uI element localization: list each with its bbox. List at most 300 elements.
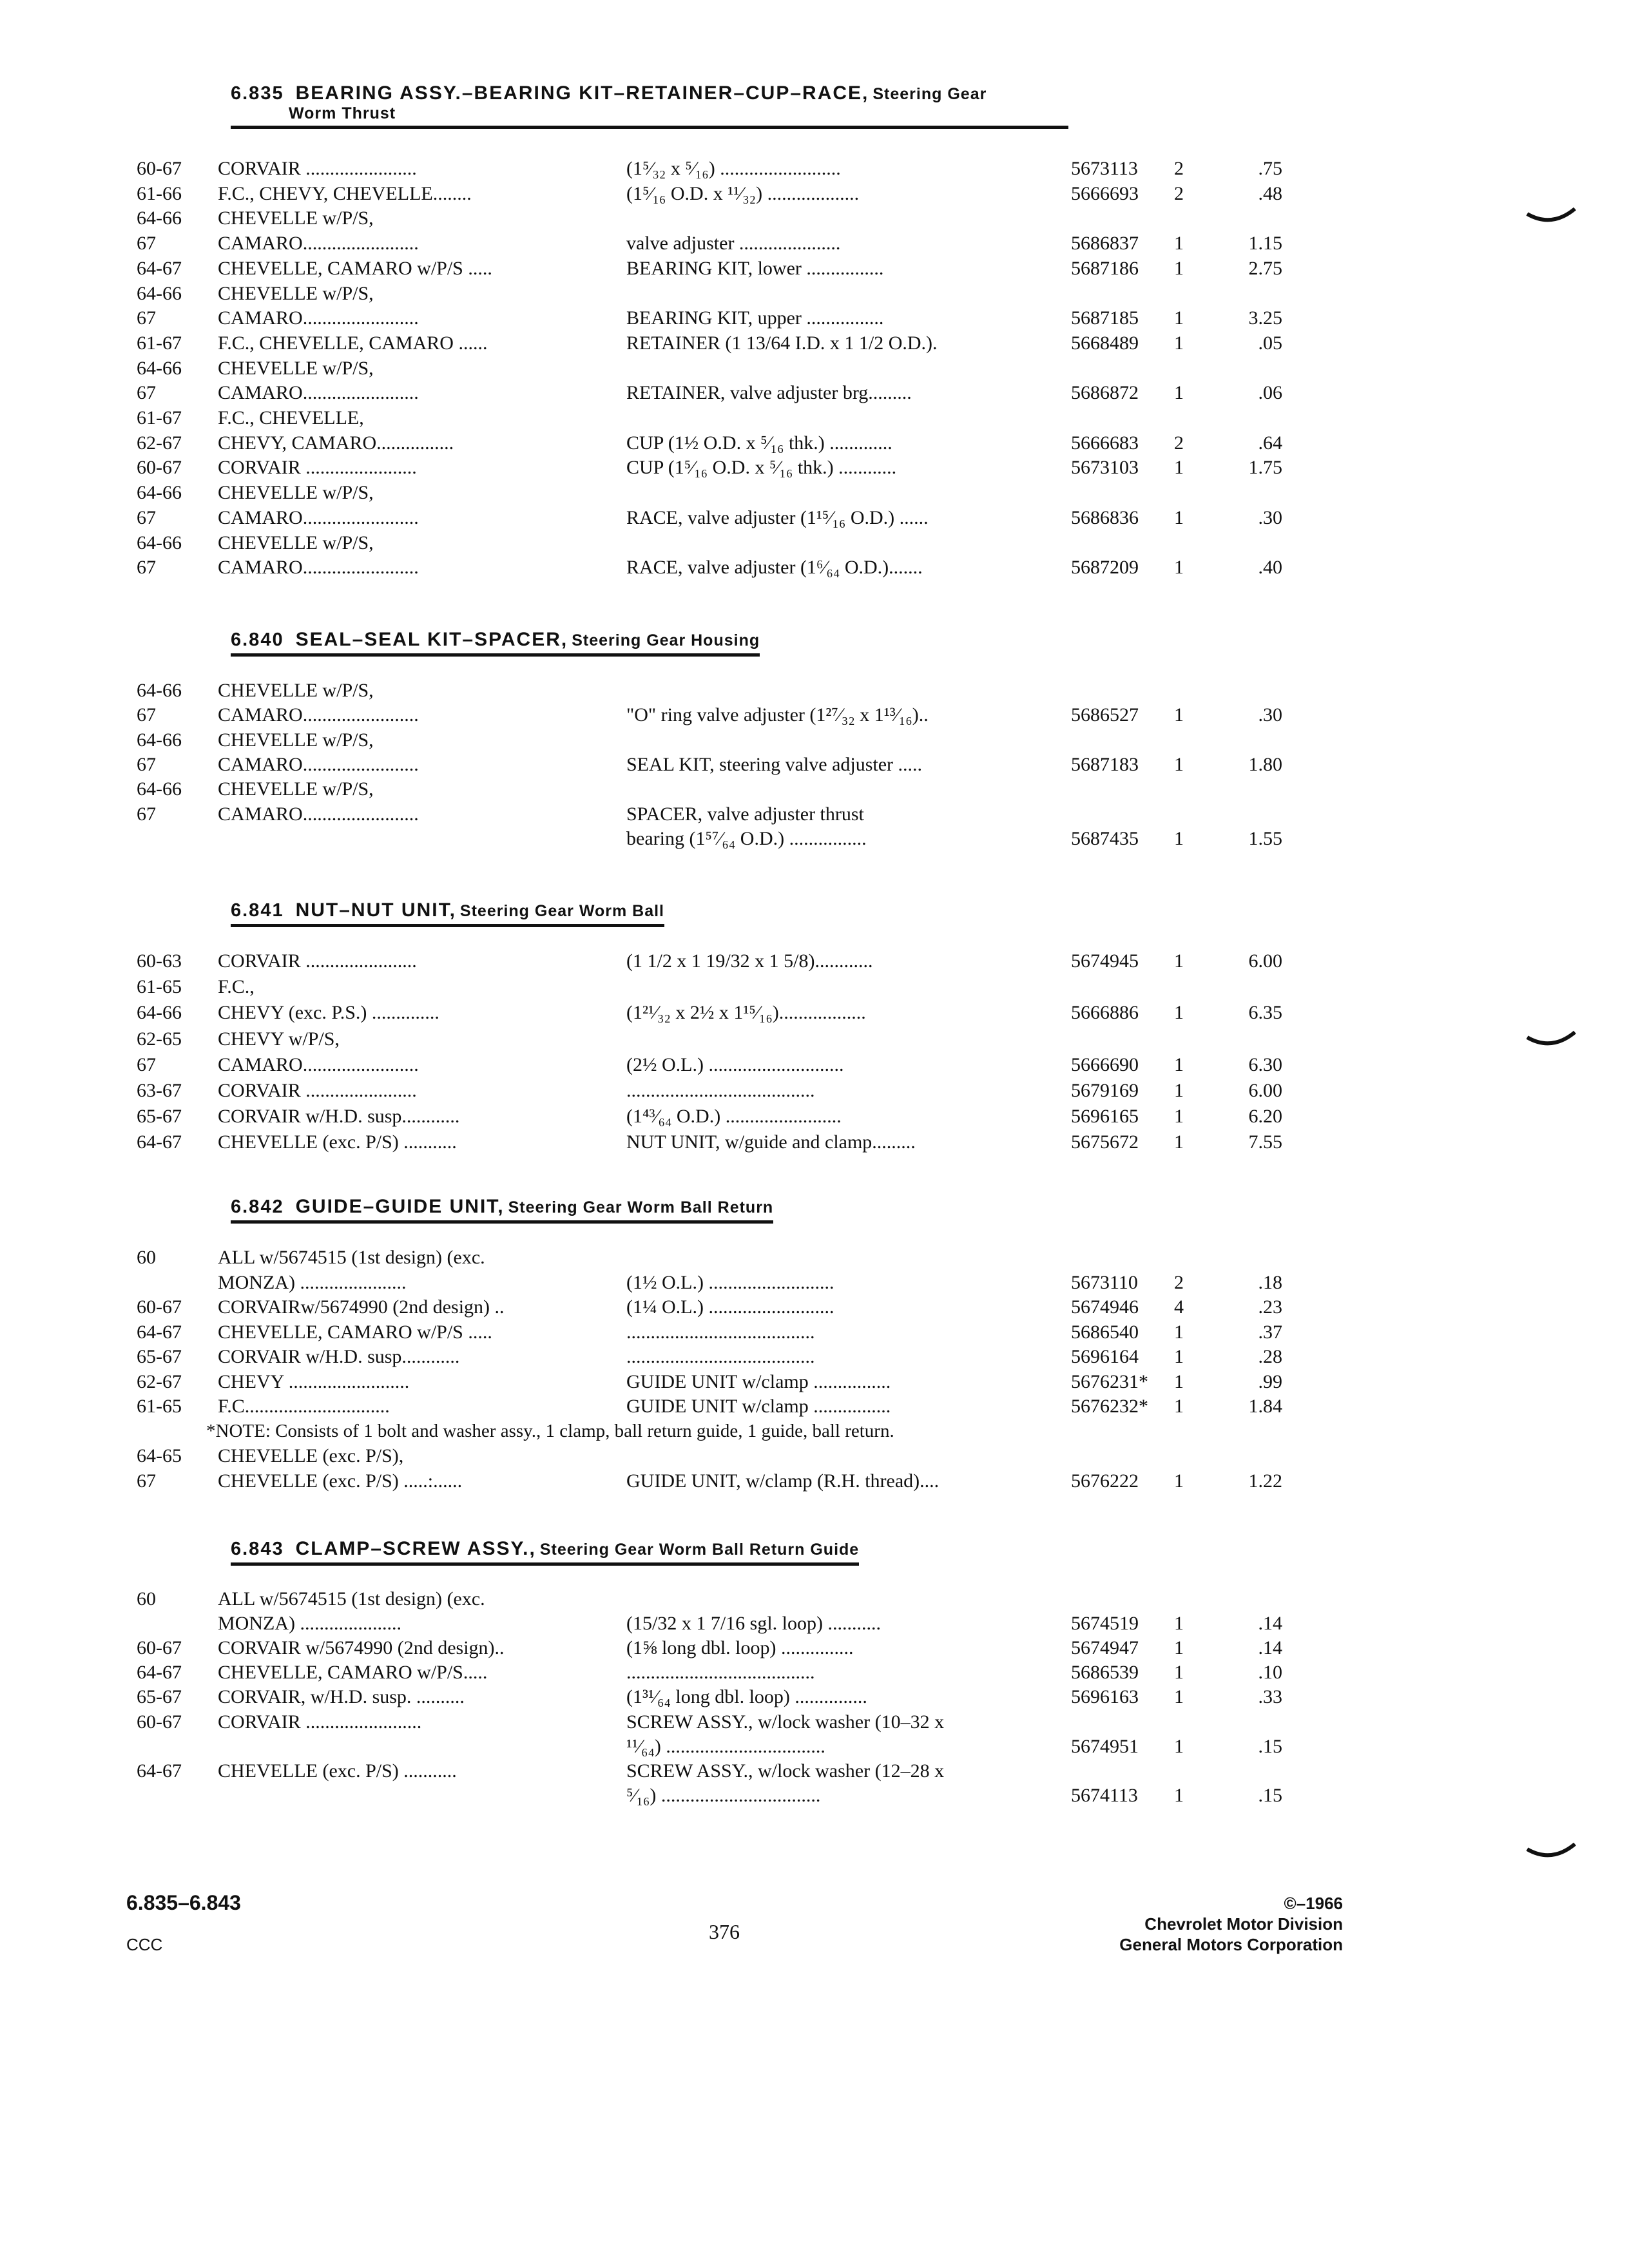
model-cell: CORVAIR .......................	[218, 158, 417, 179]
description-cell: GUIDE UNIT w/clamp ................	[626, 1396, 891, 1417]
description-cell: (15/32 x 1 7/16 sgl. loop) ...........	[626, 1613, 881, 1635]
years-cell: 62-67	[137, 432, 182, 454]
list-item	[0, 482, 1629, 506]
part-number-cell: 5676232*	[1071, 1396, 1148, 1417]
quantity-cell: 1	[1174, 1106, 1184, 1128]
section-heading	[231, 629, 760, 657]
years-cell: 64-66	[137, 282, 182, 304]
description-cell: .......................................	[626, 1321, 815, 1343]
years-cell: 64-66	[137, 482, 182, 504]
section-heading	[231, 82, 1068, 129]
years-cell: 64-66	[137, 778, 182, 800]
section-heading	[231, 899, 664, 927]
model-cell: MONZA) ......................	[218, 1271, 407, 1293]
footer-copyright: ©–1966	[1284, 1894, 1343, 1913]
list-item	[0, 557, 1629, 581]
description-cell: RACE, valve adjuster (1¹⁵⁄₁₆ O.D.) ......	[626, 506, 929, 528]
years-cell: 64-66	[137, 1002, 182, 1024]
section-title: BEARING ASSY.–BEARING KIT–RETAINER–CUP–RACE,	[295, 82, 869, 104]
part-number-cell: 5676231*	[1071, 1370, 1148, 1392]
price-cell: 6.00	[1248, 950, 1282, 972]
part-number-cell: 5696165	[1071, 1106, 1139, 1128]
list-item	[0, 307, 1629, 332]
years-cell: 64-66	[137, 680, 182, 701]
description-cell: (1²¹⁄₃₂ x 2½ x 1¹⁵⁄₁₆)..................	[626, 1002, 866, 1024]
list-item	[0, 1131, 1629, 1156]
model-cell: CAMARO........................	[218, 382, 419, 404]
model-cell: CORVAIR w/5674990 (2nd design)..	[218, 1637, 505, 1659]
margin-mark-icon	[1526, 1841, 1577, 1861]
quantity-cell: 1	[1174, 1784, 1184, 1806]
description-cell: (1¼ O.L.) ..........................	[626, 1296, 834, 1318]
price-cell: .64	[1258, 432, 1282, 454]
model-cell: CORVAIRw/5674990 (2nd design) ..	[218, 1296, 505, 1318]
section-number: 6.841	[231, 900, 284, 921]
years-cell: 64-67	[137, 1321, 182, 1343]
part-number-cell: 5673113	[1071, 158, 1138, 179]
list-item	[0, 158, 1629, 182]
price-cell: .15	[1258, 1784, 1282, 1806]
section-subtitle: Steering Gear Worm Ball	[459, 902, 664, 920]
model-cell: CORVAIR w/H.D. susp............	[218, 1346, 460, 1367]
list-item	[0, 382, 1629, 407]
description-cell: (1⅝ long dbl. loop) ...............	[626, 1637, 854, 1659]
quantity-cell: 1	[1174, 1002, 1184, 1024]
description-cell: GUIDE UNIT w/clamp ................	[626, 1370, 891, 1392]
model-cell: CAMARO........................	[218, 1053, 419, 1075]
section-subtitle: Steering Gear Housing	[572, 631, 760, 649]
model-cell: CHEVELLE (exc. P/S) ...........	[218, 1760, 457, 1782]
section-number: 6.842	[231, 1196, 284, 1217]
years-cell: 64-66	[137, 532, 182, 553]
quantity-cell: 1	[1174, 1346, 1184, 1367]
part-number-cell: 5687185	[1071, 307, 1139, 329]
years-cell: 67	[137, 753, 156, 775]
model-cell: CHEVELLE w/P/S,	[218, 729, 374, 751]
part-number-cell: 5686539	[1071, 1662, 1139, 1684]
quantity-cell: 1	[1174, 557, 1184, 579]
part-number-cell: 5686527	[1071, 704, 1139, 726]
footer-division: Chevrolet Motor Division	[1144, 1914, 1343, 1934]
part-number-cell: 5666690	[1071, 1053, 1139, 1075]
section-title: CLAMP–SCREW ASSY.,	[295, 1538, 536, 1559]
quantity-cell: 4	[1174, 1296, 1184, 1318]
model-cell: CAMARO........................	[218, 803, 419, 825]
model-cell: ALL w/5674515 (1st design) (exc.	[218, 1247, 485, 1268]
list-item	[0, 332, 1629, 357]
part-number-cell: 5686540	[1071, 1321, 1139, 1343]
quantity-cell: 2	[1174, 182, 1184, 204]
quantity-cell: 1	[1174, 1053, 1184, 1075]
section-subtitle: Steering Gear Worm Ball Return Guide	[539, 1541, 860, 1559]
model-cell: CAMARO........................	[218, 557, 419, 579]
margin-mark-icon	[1526, 1030, 1577, 1049]
quantity-cell: 1	[1174, 1613, 1184, 1635]
model-cell: CHEVELLE w/P/S,	[218, 282, 374, 304]
part-number-cell: 5674951	[1071, 1735, 1139, 1757]
price-cell: 1.84	[1248, 1396, 1282, 1417]
years-cell: 64-65	[137, 1445, 182, 1466]
section-title: SEAL–SEAL KIT–SPACER,	[295, 629, 568, 650]
list-item	[0, 950, 1629, 975]
section-title: NUT–NUT UNIT,	[295, 899, 456, 921]
part-number-cell: 5673103	[1071, 457, 1139, 479]
list-item	[0, 1296, 1629, 1321]
description-cell: valve adjuster .....................	[626, 233, 841, 255]
quantity-cell: 1	[1174, 1396, 1184, 1417]
quantity-cell: 1	[1174, 1131, 1184, 1153]
years-cell: 64-66	[137, 207, 182, 229]
list-item	[0, 976, 1629, 1001]
model-cell: CHEVELLE, CAMARO w/P/S .....	[218, 257, 492, 279]
model-cell: MONZA) .....................	[218, 1613, 401, 1635]
part-number-cell: 5666693	[1071, 182, 1139, 204]
model-cell: CAMARO........................	[218, 233, 419, 255]
years-cell: 63-67	[137, 1080, 182, 1101]
price-cell: .05	[1258, 332, 1282, 354]
list-item	[0, 1613, 1629, 1637]
page-number: 376	[709, 1920, 740, 1943]
years-cell: 61-65	[137, 976, 182, 998]
quantity-cell: 1	[1174, 506, 1184, 528]
price-cell: 6.30	[1248, 1053, 1282, 1075]
description-cell: (1⁵⁄₁₆ O.D. x ¹¹⁄₃₂) ...................	[626, 182, 860, 204]
model-cell: CHEVELLE w/P/S,	[218, 207, 374, 229]
description-cell: SEAL KIT, steering valve adjuster .....	[626, 753, 923, 775]
section-subtitle-line2: Worm Thrust	[289, 104, 396, 122]
years-cell: 60-67	[137, 1637, 182, 1659]
price-cell: .15	[1258, 1735, 1282, 1757]
list-item	[0, 1588, 1629, 1613]
description-cell: CUP (1½ O.D. x ⁵⁄₁₆ thk.) .............	[626, 432, 892, 454]
list-item	[0, 407, 1629, 432]
model-cell: CHEVY, CAMARO................	[218, 432, 454, 454]
section-heading	[231, 1538, 859, 1566]
model-cell: CHEVELLE w/P/S,	[218, 357, 374, 379]
quantity-cell: 1	[1174, 1470, 1184, 1492]
list-item	[0, 1106, 1629, 1130]
price-cell: 6.20	[1248, 1106, 1282, 1128]
years-cell: 60-67	[137, 158, 182, 179]
years-cell: 60-67	[137, 1711, 182, 1733]
years-cell: 65-67	[137, 1346, 182, 1367]
part-number-cell: 5686837	[1071, 233, 1139, 255]
description-cell: .......................................	[626, 1080, 815, 1101]
quantity-cell: 2	[1174, 432, 1184, 454]
description-cell: (1³¹⁄₆₄ long dbl. loop) ...............	[626, 1686, 867, 1708]
model-cell: CORVAIR .......................	[218, 950, 417, 972]
list-item	[0, 1711, 1629, 1736]
model-cell: CHEVELLE (exc. P/S) .....:......	[218, 1470, 463, 1492]
model-cell: CORVAIR w/H.D. susp............	[218, 1106, 460, 1128]
quantity-cell: 1	[1174, 1080, 1184, 1101]
price-cell: 6.00	[1248, 1080, 1282, 1101]
list-item	[0, 532, 1629, 557]
part-number-cell: 5674519	[1071, 1613, 1139, 1635]
quantity-cell: 1	[1174, 827, 1184, 849]
model-cell: CORVAIR .......................	[218, 457, 417, 479]
years-cell: 64-66	[137, 729, 182, 751]
list-item	[0, 457, 1629, 481]
part-number-cell: 5674947	[1071, 1637, 1139, 1659]
years-cell: 62-67	[137, 1370, 182, 1392]
model-cell: F.C., CHEVY, CHEVELLE........	[218, 182, 472, 204]
part-number-cell: 5686836	[1071, 506, 1139, 528]
model-cell: CHEVELLE (exc. P/S),	[218, 1445, 404, 1466]
description-cell: ⁵⁄₁₆) .................................	[626, 1784, 821, 1806]
years-cell: 67	[137, 704, 156, 726]
years-cell: 60-67	[137, 1296, 182, 1318]
years-cell: 65-67	[137, 1686, 182, 1708]
list-item	[0, 1760, 1629, 1785]
quantity-cell: 1	[1174, 382, 1184, 404]
list-item	[0, 1002, 1629, 1026]
model-cell: CHEVY (exc. P.S.) ..............	[218, 1002, 439, 1024]
section-number: 6.840	[231, 629, 284, 650]
years-cell: 60-63	[137, 950, 182, 972]
quantity-cell: 1	[1174, 307, 1184, 329]
price-cell: .75	[1258, 158, 1282, 179]
price-cell: .23	[1258, 1296, 1282, 1318]
list-item	[0, 1247, 1629, 1271]
model-cell: CHEVELLE w/P/S,	[218, 778, 374, 800]
price-cell: 1.75	[1248, 457, 1282, 479]
quantity-cell: 1	[1174, 1370, 1184, 1392]
model-cell: F.C., CHEVELLE, CAMARO ......	[218, 332, 488, 354]
description-cell: BEARING KIT, upper ................	[626, 307, 884, 329]
description-cell: .......................................	[626, 1346, 815, 1367]
part-number-cell: 5675672	[1071, 1131, 1139, 1153]
price-cell: 1.80	[1248, 753, 1282, 775]
list-item	[0, 283, 1629, 307]
model-cell: CAMARO........................	[218, 704, 419, 726]
list-item	[0, 754, 1629, 778]
description-cell: SCREW ASSY., w/lock washer (10–32 x	[626, 1711, 945, 1733]
quantity-cell: 2	[1174, 1271, 1184, 1293]
years-cell: 64-66	[137, 357, 182, 379]
years-cell: 65-67	[137, 1106, 182, 1128]
model-cell: CORVAIR .......................	[218, 1080, 417, 1101]
price-cell: 1.22	[1248, 1470, 1282, 1492]
price-cell: .18	[1258, 1271, 1282, 1293]
list-item	[0, 507, 1629, 532]
price-cell: .99	[1258, 1370, 1282, 1392]
model-cell: CAMARO........................	[218, 506, 419, 528]
years-cell: 67	[137, 803, 156, 825]
part-number-cell: 5679169	[1071, 1080, 1139, 1101]
years-cell: 67	[137, 1470, 156, 1492]
description-cell: CUP (1⁵⁄₁₆ O.D. x ⁵⁄₁₆ thk.) ............	[626, 457, 897, 479]
model-cell: F.C..............................	[218, 1396, 390, 1417]
price-cell: 1.15	[1248, 233, 1282, 255]
model-cell: CHEVELLE w/P/S,	[218, 482, 374, 504]
part-number-cell: 5676222	[1071, 1470, 1139, 1492]
price-cell: .30	[1258, 704, 1282, 726]
part-number-cell: 5686872	[1071, 382, 1139, 404]
description-cell: .......................................	[626, 1662, 815, 1684]
years-cell: 67	[137, 307, 156, 329]
price-cell: .33	[1258, 1686, 1282, 1708]
description-cell: "O" ring valve adjuster (1²⁷⁄₃₂ x 1¹³⁄₁₆)..	[626, 704, 929, 726]
model-cell: CHEVELLE, CAMARO w/P/S .....	[218, 1321, 492, 1343]
section-heading	[231, 1196, 773, 1224]
years-cell: 61-67	[137, 332, 182, 354]
list-item	[0, 1445, 1629, 1470]
quantity-cell: 1	[1174, 1735, 1184, 1757]
years-cell: 61-66	[137, 182, 182, 204]
list-item	[0, 778, 1629, 803]
quantity-cell: 1	[1174, 233, 1184, 255]
model-cell: F.C.,	[218, 976, 255, 998]
description-cell: NUT UNIT, w/guide and clamp.........	[626, 1131, 916, 1153]
model-cell: CORVAIR, w/H.D. susp. ..........	[218, 1686, 465, 1708]
quantity-cell: 1	[1174, 1321, 1184, 1343]
description-cell: GUIDE UNIT, w/clamp (R.H. thread)....	[626, 1470, 940, 1492]
description-cell: SPACER, valve adjuster thrust	[626, 803, 864, 825]
list-item	[0, 729, 1629, 754]
list-item	[0, 1686, 1629, 1711]
description-cell: (1½ O.L.) ..........................	[626, 1271, 834, 1293]
description-cell: SCREW ASSY., w/lock washer (12–28 x	[626, 1760, 945, 1782]
description-cell: RETAINER, valve adjuster brg.........	[626, 382, 912, 404]
quantity-cell: 1	[1174, 1637, 1184, 1659]
quantity-cell: 1	[1174, 332, 1184, 354]
price-cell: .10	[1258, 1662, 1282, 1684]
quantity-cell: 1	[1174, 950, 1184, 972]
model-cell: CHEVELLE (exc. P/S) ...........	[218, 1131, 457, 1153]
list-item	[0, 207, 1629, 232]
part-number-cell: 5666683	[1071, 432, 1139, 454]
years-cell: 67	[137, 1053, 156, 1075]
quantity-cell: 1	[1174, 257, 1184, 279]
price-cell: .14	[1258, 1637, 1282, 1659]
model-cell: ALL w/5674515 (1st design) (exc.	[218, 1588, 485, 1610]
years-cell: 60	[137, 1588, 156, 1610]
price-cell: .48	[1258, 182, 1282, 204]
list-item	[0, 1785, 1629, 1809]
years-cell: 67	[137, 233, 156, 255]
price-cell: .40	[1258, 557, 1282, 579]
list-item	[0, 1662, 1629, 1686]
model-cell: CORVAIR ........................	[218, 1711, 422, 1733]
list-item	[0, 1272, 1629, 1296]
years-cell: 60	[137, 1247, 156, 1268]
price-cell: 7.55	[1248, 1131, 1282, 1153]
description-cell: ¹¹⁄₆₄) .................................	[626, 1735, 825, 1757]
list-item	[0, 1321, 1629, 1346]
list-item	[0, 1396, 1629, 1420]
part-number-cell: 5687435	[1071, 827, 1139, 849]
list-item	[0, 1028, 1629, 1053]
list-item	[0, 183, 1629, 207]
description-cell: (2½ O.L.) ............................	[626, 1053, 844, 1075]
quantity-cell: 1	[1174, 1662, 1184, 1684]
list-item	[0, 1371, 1629, 1396]
years-cell: 64-67	[137, 1760, 182, 1782]
description-cell: (1⁵⁄₃₂ x ⁵⁄₁₆) .........................	[626, 158, 841, 179]
part-number-cell: 5687183	[1071, 753, 1139, 775]
part-number-cell: 5674945	[1071, 950, 1139, 972]
price-cell: .14	[1258, 1613, 1282, 1635]
list-item	[0, 432, 1629, 457]
section-number: 6.835	[231, 83, 284, 104]
list-item	[0, 803, 1629, 828]
list-item	[0, 258, 1629, 282]
years-cell: 64-67	[137, 1662, 182, 1684]
footer-corporation: General Motors Corporation	[1119, 1935, 1343, 1954]
list-item	[0, 828, 1629, 852]
years-cell: 64-67	[137, 1131, 182, 1153]
price-cell: .28	[1258, 1346, 1282, 1367]
section-title: GUIDE–GUIDE UNIT,	[295, 1196, 505, 1217]
price-cell: .30	[1258, 506, 1282, 528]
model-cell: CAMARO........................	[218, 307, 419, 329]
part-number-cell: 5687186	[1071, 257, 1139, 279]
description-cell: RETAINER (1 13/64 I.D. x 1 1/2 O.D.).	[626, 332, 938, 354]
footer-imprint	[1031, 1893, 1343, 1955]
description-cell: (1 1/2 x 1 19/32 x 1 5/8)............	[626, 950, 873, 972]
years-cell: 64-67	[137, 257, 182, 279]
footer-code: CCC	[126, 1935, 163, 1954]
list-item	[0, 704, 1629, 729]
model-cell: CHEVY .........................	[218, 1370, 410, 1392]
description-cell: RACE, valve adjuster (1⁶⁄₆₄ O.D.).......	[626, 557, 923, 579]
price-cell: 3.25	[1248, 307, 1282, 329]
years-cell: 61-67	[137, 407, 182, 428]
part-number-cell: 5674946	[1071, 1296, 1139, 1318]
years-cell: 67	[137, 382, 156, 404]
price-cell: 1.55	[1248, 827, 1282, 849]
model-cell: CAMARO........................	[218, 753, 419, 775]
list-item	[0, 1637, 1629, 1662]
section-subtitle: Steering Gear Worm Ball Return	[508, 1198, 774, 1216]
list-item	[0, 1080, 1629, 1104]
part-number-cell: 5687209	[1071, 557, 1139, 579]
model-cell: F.C., CHEVELLE,	[218, 407, 364, 428]
quantity-cell: 1	[1174, 457, 1184, 479]
price-cell: .06	[1258, 382, 1282, 404]
list-item	[0, 680, 1629, 704]
part-number-cell: 5668489	[1071, 332, 1139, 354]
years-cell: 61-65	[137, 1396, 182, 1417]
description-cell: (1⁴³⁄₆₄ O.D.) ........................	[626, 1106, 842, 1128]
years-cell: 67	[137, 506, 156, 528]
years-cell: 60-67	[137, 457, 182, 479]
model-cell: CHEVY w/P/S,	[218, 1028, 340, 1050]
years-cell: 67	[137, 557, 156, 579]
list-item	[0, 233, 1629, 257]
section-number: 6.843	[231, 1539, 284, 1559]
description-cell: BEARING KIT, lower ................	[626, 257, 884, 279]
years-cell: 62-65	[137, 1028, 182, 1050]
footer-range: 6.835–6.843	[126, 1891, 241, 1914]
part-number-cell: 5673110	[1071, 1271, 1138, 1293]
quantity-cell: 2	[1174, 158, 1184, 179]
part-number-cell: 5696164	[1071, 1346, 1139, 1367]
model-cell: CHEVELLE w/P/S,	[218, 680, 374, 701]
price-cell: 2.75	[1248, 257, 1282, 279]
part-number-cell: 5696163	[1071, 1686, 1139, 1708]
model-cell: CHEVELLE, CAMARO w/P/S.....	[218, 1662, 488, 1684]
section-note	[0, 1421, 1629, 1445]
part-number-cell: 5666886	[1071, 1002, 1139, 1024]
list-item	[0, 358, 1629, 382]
list-item	[0, 1346, 1629, 1370]
price-cell: 6.35	[1248, 1002, 1282, 1024]
model-cell: CHEVELLE w/P/S,	[218, 532, 374, 553]
section-subtitle: Steering Gear	[872, 85, 987, 103]
margin-mark-icon	[1526, 206, 1577, 226]
